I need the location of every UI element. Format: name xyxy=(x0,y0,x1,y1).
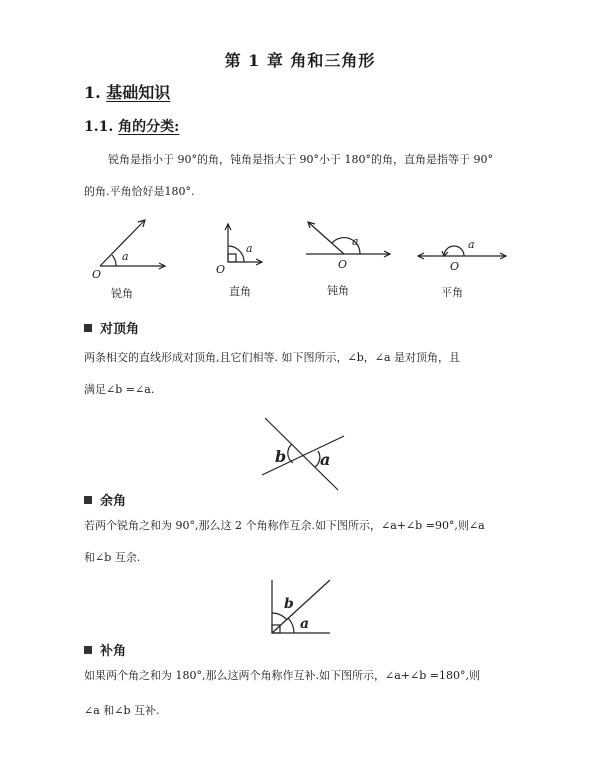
complementary-heading-text: 余角 xyxy=(100,494,127,509)
vertical-arc-a xyxy=(315,451,320,467)
subsection-heading xyxy=(84,116,179,136)
obtuse-angle-label: a xyxy=(352,235,359,248)
acute-arrowhead-slant xyxy=(138,220,145,227)
right-angle-marker xyxy=(228,254,236,262)
acute-arrowhead-base xyxy=(159,263,165,269)
vertical-arc-b xyxy=(288,444,293,463)
obtuse-arc xyxy=(332,238,360,254)
right-angle-label: a xyxy=(246,242,253,255)
complementary-line2: 和∠b 互余. xyxy=(84,551,141,564)
section-number: 1. xyxy=(84,83,101,102)
bullet-square-icon xyxy=(84,646,92,654)
comp-label-a: a xyxy=(300,616,310,632)
acute-ray-slant xyxy=(100,220,145,266)
section-title: 基础知识 xyxy=(106,83,171,102)
supplementary-heading xyxy=(84,640,126,659)
straight-caption: 平角 xyxy=(441,286,463,299)
subsection-title: 角的分类: xyxy=(118,119,180,135)
straight-angle-label: a xyxy=(468,238,475,251)
supplementary-line1: 如果两个角之和为 180°,那么这两个角称作互补.如下图所示，∠a+∠b =180°,则 xyxy=(84,669,480,682)
straight-arc-arrow xyxy=(442,251,448,256)
comp-arc-b xyxy=(272,613,287,620)
straight-arrowhead-left xyxy=(418,253,424,259)
acute-vertex-label: O xyxy=(92,268,102,281)
bullet-square-icon xyxy=(84,496,92,504)
comp-label-b: b xyxy=(284,596,294,612)
right-caption: 直角 xyxy=(229,285,251,298)
right-arrowhead-vertical xyxy=(225,224,231,230)
subsection-number: 1.1. xyxy=(84,119,114,135)
straight-arc xyxy=(444,246,464,256)
angle-intro-line2: 的角.平角恰好是180°. xyxy=(84,185,195,198)
vertical-line-2 xyxy=(262,436,344,475)
acute-arc xyxy=(112,255,116,266)
obtuse-caption: 钝角 xyxy=(327,284,349,297)
complementary-heading xyxy=(84,490,126,509)
section-heading xyxy=(84,80,170,103)
obtuse-arrowhead-base xyxy=(384,251,390,257)
acute-angle-label: a xyxy=(122,250,129,263)
vertical-label-a: a xyxy=(320,450,331,469)
bullet-square-icon xyxy=(84,324,92,332)
angle-intro-line1: 锐角是指小于 90°的角，钝角是指大于 90°小于 180°的角，直角是指等于 90° xyxy=(108,153,493,166)
obtuse-arrowhead-slant xyxy=(308,222,315,228)
comp-arc-a xyxy=(288,618,294,633)
obtuse-vertex-label: O xyxy=(338,258,348,271)
right-vertex-label: O xyxy=(216,263,226,276)
comp-right-angle-marker xyxy=(272,625,280,633)
straight-arrowhead-right xyxy=(500,253,506,259)
obtuse-ray-slant xyxy=(308,222,344,254)
acute-caption: 锐角 xyxy=(111,287,133,300)
comp-slant-line xyxy=(272,580,330,633)
vertical-angles-heading xyxy=(84,318,139,337)
straight-vertex-label: O xyxy=(450,260,460,273)
vertical-angles-heading-text: 对顶角 xyxy=(100,322,140,337)
vertical-label-b: b xyxy=(275,447,287,466)
right-arc xyxy=(228,246,244,262)
vertical-angles-line2: 满足∠b =∠a. xyxy=(84,383,155,396)
right-arrowhead-base xyxy=(256,259,262,265)
chapter-title: 第 1 章 角和三角形 xyxy=(224,51,376,70)
vertical-angles-line1: 两条相交的直线形成对顶角,且它们相等. 如下图所示，∠b，∠a 是对顶角，且 xyxy=(84,351,461,364)
supplementary-heading-text: 补角 xyxy=(100,644,127,659)
vertical-line-1 xyxy=(265,418,338,490)
supplementary-line2: ∠a 和∠b 互补. xyxy=(84,704,160,717)
complementary-line1: 若两个锐角之和为 90°,那么这 2 个角称作互余.如下图所示，∠a+∠b =90°,则∠a xyxy=(84,519,485,532)
